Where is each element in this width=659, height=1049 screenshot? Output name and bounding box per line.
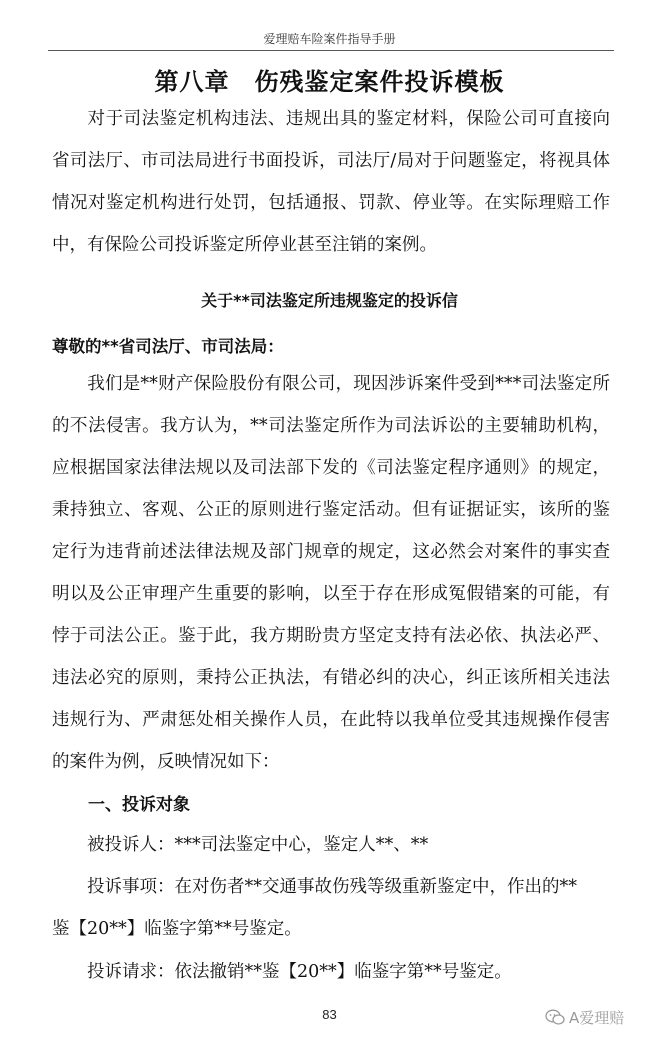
running-header: 爱理赔车险案件指导手册 [263,32,396,46]
intro-paragraph [52,98,610,266]
respondent-text: 被投诉人：***司法鉴定中心，鉴定人**、** [87,835,429,855]
section-heading: 一、投诉对象 [88,795,190,815]
matter-line-2 [52,915,610,940]
wechat-icon [545,1009,565,1026]
salutation: 尊敬的**省司法厅、市司法局： [52,337,284,356]
watermark [545,1007,624,1028]
chapter-title: 第八章 伤残鉴定案件投诉模板 [154,68,505,96]
intro-text: 对于司法鉴定机构违法、违规出具的鉴定材料，保险公司可直接向省司法厅、市司法局进行书面投诉，司法厅/局对于问题鉴定，将视具体情况对鉴定机构进行处罚，包括通报、罚款、停业等。在实际理赔工作中，有保险公司投诉鉴定所停业甚至注销的案例。 [52,109,610,255]
respondent-line [52,831,610,856]
matter-text-1: 投诉事项：在对伤者**交通事故伤残等级重新鉴定中，作出的** [87,877,577,897]
request-text: 投诉请求：依法撤销**鉴【20**】临鉴字第**号鉴定。 [87,962,512,982]
letter-body-text: 我们是**财产保险股份有限公司，现因涉诉案件受到***司法鉴定所的不法侵害。我方认为，**司法鉴定所作为司法诉讼的主要辅助机构，应根据国家法律法规以及司法部下发的《司法鉴定程序通则》的规定，秉持独立、客观、公正的原则进行鉴定活动。但有证据证实，该所的鉴定行为违背前述法律法规及部门规章的规定，这必然会对案件的事实查明以及公正审理产生重要的影响，以至于存在形成冤假错案的可能，有悖于司法公正。鉴于此，我方期盼贵方坚定支持有法必依、执法必严、违法必究的原则，秉持公正执法，有错必纠的决心，纠正该所相关违法违规行为、严肃惩处相关操作人员，在此特以我单位受其违规操作侵害的案件为例，反映情况如下： [52,374,610,772]
letter-body [52,363,610,783]
letter-title: 关于**司法鉴定所违规鉴定的投诉信 [201,291,458,310]
matter-line-1 [52,873,610,898]
watermark-text: A爱理赔 [569,1009,625,1027]
header-divider [48,50,614,51]
request-line [52,958,610,983]
matter-text-2: 鉴【20**】临鉴字第**号鉴定。 [52,919,302,939]
page-number: 83 [322,1007,337,1022]
